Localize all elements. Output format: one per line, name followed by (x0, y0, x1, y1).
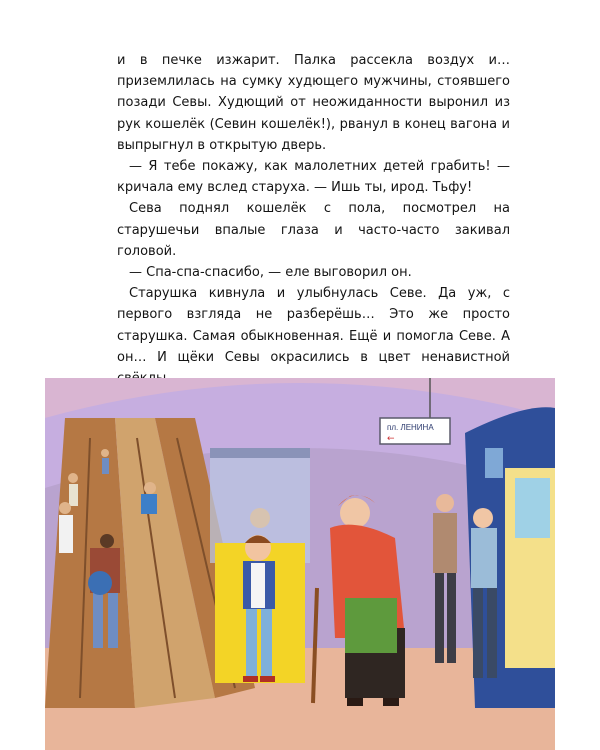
paragraph-4: — Спа-спа-спасибо, — еле выговорил он. (129, 265, 412, 281)
story-text (117, 50, 510, 389)
paragraph-2: — Я тебе покажу, как малолетних детей грабить! — кричала ему вслед старуха. — Ишь ты, ирод. Тьфу! (117, 159, 510, 196)
paragraph-1: и в печке изжарит. Палка рассекла воздух и… приземлилась на сумку худющего мужчины, стоявшего позади Севы. Худющий от неожиданности выронил из рук кошелёк (Севин кошелёк!), рванул в конец вагона и выпрыгнул в открытую дверь. (117, 53, 510, 153)
paragraph-3: Сева поднял кошелёк с пола, посмотрел на старушечьи впалые глаза и часто-часто закивал головой. (117, 201, 510, 259)
station-sign-text: пл. ЛЕНИНА (387, 423, 434, 432)
shopping-bag (345, 598, 397, 653)
station-sign-arrow: ← (387, 434, 395, 444)
metro-station-illustration (45, 378, 555, 750)
paragraph-5: Старушка кивнула и улыбнулась Севе. Да уж, с первого взгляда не разберёшь… Это же просто старушка. Самая обыкновенная. Ещё и помогла Севе. А он… И щёки Севы окрасились в цвет ненавистной (117, 286, 510, 365)
